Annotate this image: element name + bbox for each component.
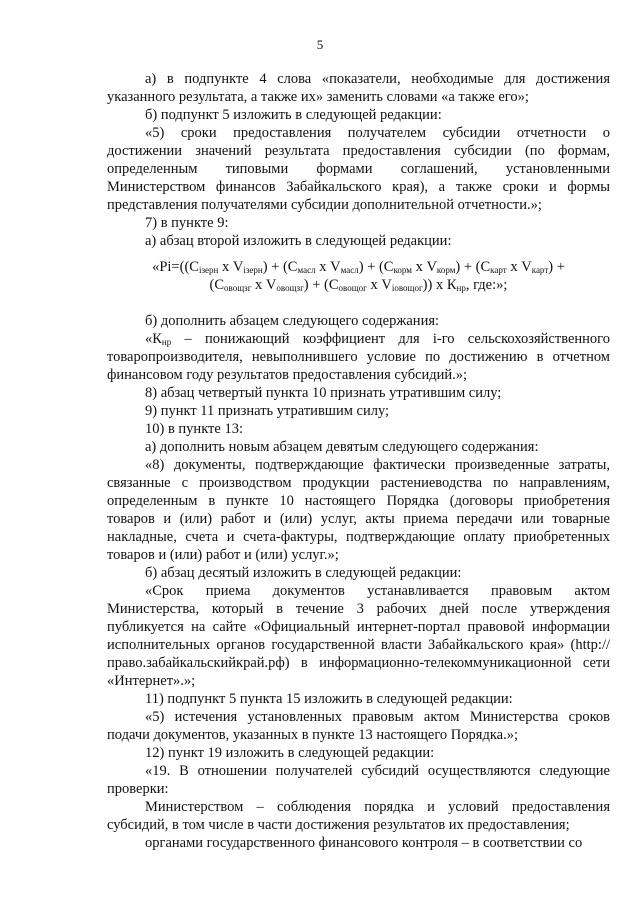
paragraph-14: «Срок приема документов устанавливается правовым актом Министерства, который в течение 3 рабочих дней после утверждения публикуется на сайте «Официальный интернет-портал правовой информации исполнительных органов государственной власти Забайкальского края» (http://право.забайкальскийкрай.рф) в информационно-телекоммуникационной сети «Интернет».»; (107, 583, 610, 689)
paragraph-10: 10) в пункте 13: (145, 421, 243, 437)
paragraph-16: «5) истечения установленных правовым актом Министерства сроков подачи документов, указанных в пункте 13 настоящего Порядка.»; (107, 709, 610, 743)
paragraph-18: «19. В отношении получателей субсидий осуществляются следующие проверки: (107, 763, 610, 797)
paragraph-3: «5) сроки предоставления получателем субсидии отчетности о достижении значений результата предоставления субсидии (по формам, определенным типовыми формами соглашений, установленными Министерством финансов Забайкальского края), а также сроки и формы представления получателями субсидии дополнительной отчетности.»; (107, 125, 610, 213)
paragraph-1: а) в подпункте 4 слова «показатели, необходимые для достижения указанного результата, а также их» заменить словами «а также его»; (107, 71, 610, 105)
paragraph-20: органами государственного финансового контроля – в соответствии со (145, 835, 583, 851)
page-number: 5 (316, 37, 324, 52)
paragraph-5: а) абзац второй изложить в следующей редакции: (145, 233, 452, 249)
paragraph-6: б) дополнить абзацем следующего содержания: (145, 313, 440, 329)
paragraph-15: 11) подпункт 5 пункта 15 изложить в следующей редакции: (145, 691, 513, 707)
paragraph-7: «$К_{нр}$ – понижающий коэффициент для i-го сельскохозяйственного товаропроизводителя, невыполнившего условие по достижению в отчетном финансовом году результатов предоставления субсидий.»; (107, 331, 610, 383)
paragraph-13: б) абзац десятый изложить в следующей редакции: (145, 565, 462, 581)
formula-line-2: ($С_{овощзг}$ х $V_{овощзг}) + (С_{овощог}$ х $V_{iовощог}$)) х $К_{нр}$, где:»; (209, 277, 508, 293)
paragraph-12: «8) документы, подтверждающие фактически произведенные затраты, связанные с производством продукции растениеводства по направлениям, определенным в пункте 10 настоящего Порядка (договоры приобретения товаров и (или) работ и (или) услуг, акты приема передачи или товарные накладные, счета и счета-фактуры, подтверждающие оплату приобретенных товаров и (или) работ и (или) услуг.»; (107, 457, 610, 563)
formula (107, 258, 610, 294)
document-body (107, 70, 610, 852)
paragraph-17: 12) пункт 19 изложить в следующей редакции: (145, 745, 435, 761)
paragraph-19: Министерством – соблюдения порядка и условий предоставления субсидий, в том числе в части достижения результатов их предоставления; (107, 799, 610, 833)
paragraph-9: 9) пункт 11 признать утратившим силу; (145, 403, 390, 419)
paragraph-11: а) дополнить новым абзацем девятым следующего содержания: (145, 439, 539, 455)
paragraph-8: 8) абзац четвертый пункта 10 признать утратившим силу; (145, 385, 502, 401)
formula-line-1: «$Рi=((С_{iзерн}$ х $V_{iзерн}) + (С_{масл}$ х $V_{масл}) + (С_{корм}$ х $V_{корм}) + (С_{карт}$ х $V_{карт}$) + (152, 259, 565, 275)
paragraph-2: б) подпункт 5 изложить в следующей редакции: (145, 107, 442, 123)
paragraph-4: 7) в пункте 9: (145, 215, 229, 231)
